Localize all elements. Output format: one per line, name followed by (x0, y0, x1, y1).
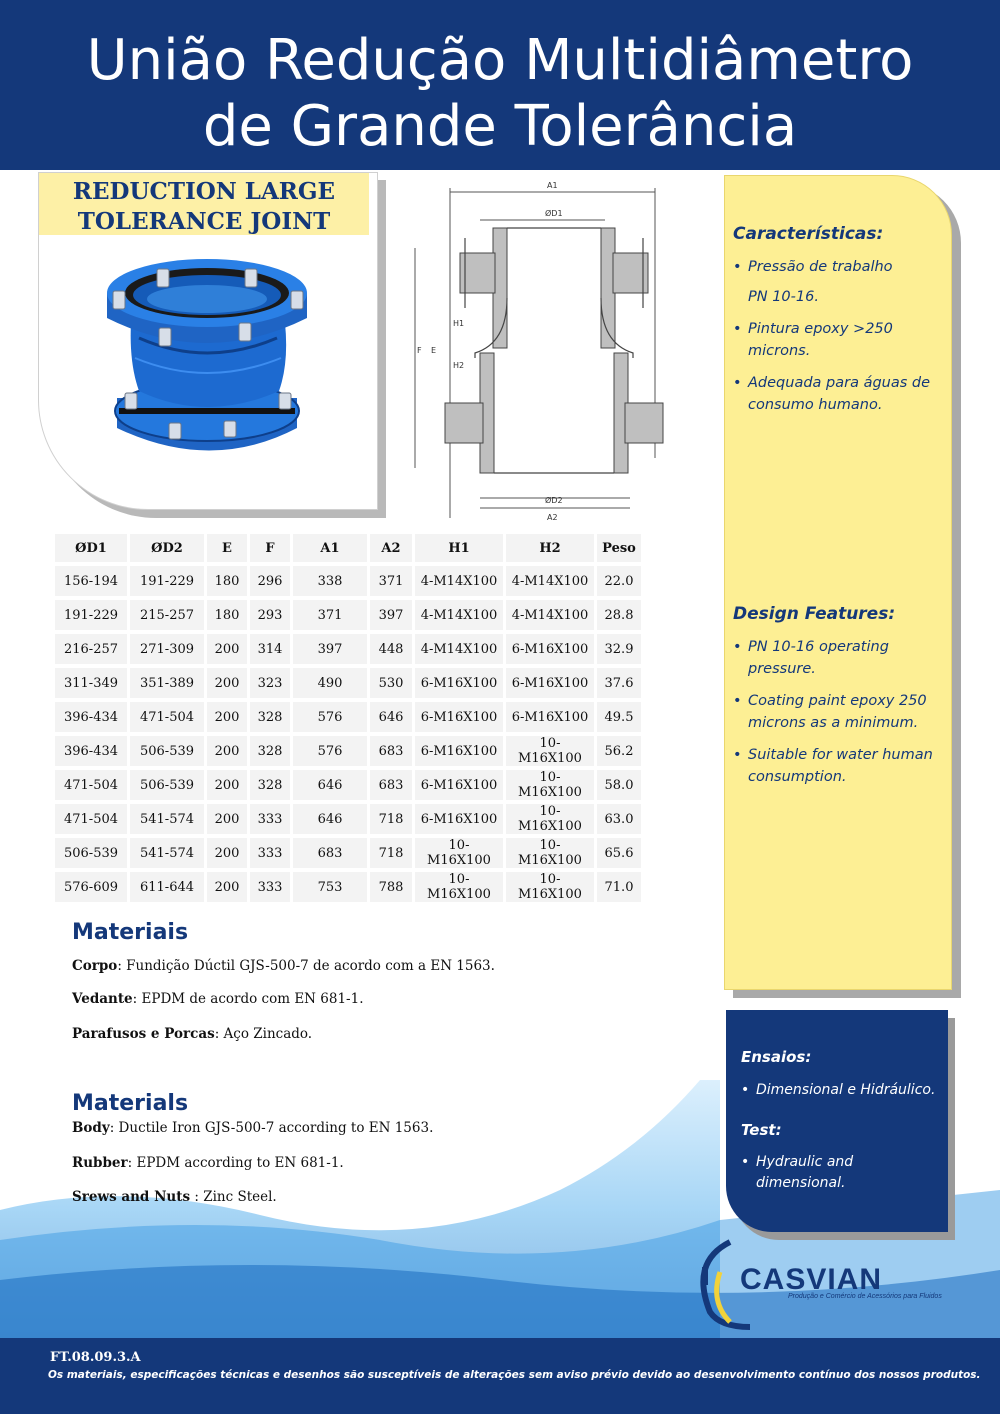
table-cell: 200 (207, 770, 247, 800)
table-cell: 4-M14X100 (415, 600, 503, 630)
table-cell: 216-257 (55, 634, 127, 664)
material-separator: : (190, 1189, 204, 1205)
table-body (55, 566, 641, 902)
table-cell: 683 (370, 770, 412, 800)
tests-en-heading: Test: (741, 1121, 782, 1139)
column-header: Peso (597, 534, 641, 562)
table-row (55, 566, 641, 596)
table-cell: 541-574 (130, 838, 204, 868)
tests-pt-item: • Dimensional e Hidráulico. (741, 1080, 946, 1101)
table-cell: 56.2 (597, 736, 641, 766)
table-cell: 6-M16X100 (506, 668, 594, 698)
page-title-line2: de Grande Tolerância (202, 94, 798, 159)
table-header-row (55, 534, 641, 562)
table-cell: 4-M14X100 (415, 566, 503, 596)
table-cell: 37.6 (597, 668, 641, 698)
table-cell: 506-539 (130, 736, 204, 766)
table-cell: 49.5 (597, 702, 641, 732)
table-cell: 371 (370, 566, 412, 596)
drawing-label-e: E (431, 346, 437, 355)
table-cell: 58.0 (597, 770, 641, 800)
table-cell: 4-M14X100 (506, 566, 594, 596)
table-cell: 396-434 (55, 702, 127, 732)
features-pt-list (733, 256, 953, 426)
table-cell: 718 (370, 804, 412, 834)
table-cell: 333 (250, 804, 290, 834)
material-text: EPDM de acordo com EN 681-1. (141, 991, 364, 1007)
tests-en-item: • Hydraulic and dimensional. (741, 1152, 946, 1194)
table-cell: 180 (207, 566, 247, 596)
table-cell: 328 (250, 736, 290, 766)
drawing-label-a2: A2 (547, 513, 558, 522)
materials-line (72, 1189, 277, 1205)
table-cell: 314 (250, 634, 290, 664)
materiais-title: Materiais (72, 920, 189, 945)
material-label: Rubber (72, 1155, 128, 1171)
material-label: Parafusos e Porcas (72, 1026, 215, 1042)
drawing-label-f: F (417, 346, 422, 355)
table-cell: 10-M16X100 (506, 804, 594, 834)
table-cell: 191-229 (130, 566, 204, 596)
table-cell: 10-M16X100 (415, 838, 503, 868)
material-label: Body (72, 1120, 110, 1136)
material-text: Ductile Iron GJS-500-7 according to EN 1563. (118, 1120, 434, 1136)
material-separator: : (132, 991, 142, 1007)
table-cell: 338 (293, 566, 367, 596)
table-cell: 683 (293, 838, 367, 868)
table-cell: 471-504 (55, 804, 127, 834)
table-cell: 576-609 (55, 872, 127, 902)
table-cell: 6-M16X100 (506, 702, 594, 732)
test-panel (726, 1010, 948, 1232)
column-header: H1 (415, 534, 503, 562)
material-text: Aço Zincado. (223, 1026, 313, 1042)
table-cell: 718 (370, 838, 412, 868)
table-cell: 191-229 (55, 600, 127, 630)
features-pt-item: • Adequada para águas de consumo humano. (733, 372, 953, 416)
table-row (55, 600, 641, 630)
material-text: Zinc Steel. (203, 1189, 277, 1205)
table-cell: 6-M16X100 (415, 668, 503, 698)
table-cell: 530 (370, 668, 412, 698)
table-cell: 180 (207, 600, 247, 630)
specification-table (52, 530, 644, 906)
features-pt-item: • Pintura epoxy >250 microns. (733, 318, 953, 362)
table-cell: 328 (250, 770, 290, 800)
drawing-label-h2: H2 (453, 361, 465, 370)
materials-line (72, 1155, 344, 1171)
material-label: Srews and Nuts (72, 1189, 191, 1205)
table-cell: 611-644 (130, 872, 204, 902)
drawing-label-d1: ØD1 (545, 209, 563, 218)
table-cell: 328 (250, 702, 290, 732)
table-cell: 576 (293, 736, 367, 766)
table-cell: 646 (293, 804, 367, 834)
material-label: Vedante (72, 991, 133, 1007)
table-cell: 396-434 (55, 736, 127, 766)
table-cell: 4-M14X100 (506, 600, 594, 630)
table-cell: 28.8 (597, 600, 641, 630)
table-row (55, 770, 641, 800)
table-cell: 200 (207, 838, 247, 868)
table-cell: 753 (293, 872, 367, 902)
footer-disclaimer: Os materiais, especificações técnicas e desenhos são susceptíveis de alterações sem aviso prévio devido ao desenvolvimento contínuo dos nossos produtos. (48, 1369, 981, 1381)
product-card-title-line1: REDUCTION LARGE (72, 178, 336, 205)
brand-name: CASVIAN (740, 1263, 883, 1296)
table-cell: 22.0 (597, 566, 641, 596)
material-separator: : (214, 1026, 224, 1042)
table-cell: 4-M14X100 (415, 634, 503, 664)
table-cell: 296 (250, 566, 290, 596)
page-title (0, 28, 1000, 160)
table-cell: 200 (207, 872, 247, 902)
table-cell: 646 (370, 702, 412, 732)
table-cell: 156-194 (55, 566, 127, 596)
drawing-label-a1: A1 (547, 181, 558, 190)
features-en-heading: Design Features: (733, 604, 896, 624)
table-cell: 333 (250, 838, 290, 868)
table-cell: 200 (207, 668, 247, 698)
product-card (38, 172, 378, 510)
column-header: F (250, 534, 290, 562)
table-cell: 215-257 (130, 600, 204, 630)
drawing-label-h1: H1 (453, 319, 465, 328)
table-row (55, 668, 641, 698)
column-header: A1 (293, 534, 367, 562)
table-cell: 311-349 (55, 668, 127, 698)
table-cell: 371 (293, 600, 367, 630)
table-row (55, 872, 641, 902)
table-cell: 6-M16X100 (506, 634, 594, 664)
column-header: H2 (506, 534, 594, 562)
footer (0, 1338, 1000, 1414)
table-cell: 448 (370, 634, 412, 664)
table-cell: 576 (293, 702, 367, 732)
features-en-item: • Suitable for water human consumption. (733, 744, 953, 788)
table-cell: 471-504 (55, 770, 127, 800)
table-cell: 32.9 (597, 634, 641, 664)
materiais-line (72, 991, 364, 1007)
material-separator: : (109, 1120, 119, 1136)
features-pt-item: • Pressão de trabalho (733, 256, 953, 278)
table-row (55, 838, 641, 868)
drawing-label-d2: ØD2 (545, 496, 563, 505)
tests-pt-heading: Ensaios: (741, 1048, 812, 1066)
technical-drawing (405, 178, 715, 528)
table-row (55, 804, 641, 834)
features-pt-heading: Características: (733, 224, 884, 244)
material-label: Corpo (72, 958, 118, 974)
table-cell: 200 (207, 804, 247, 834)
table-cell: 71.0 (597, 872, 641, 902)
product-photo (39, 173, 378, 510)
materials-line (72, 1120, 433, 1136)
table-row (55, 736, 641, 766)
table-cell: 490 (293, 668, 367, 698)
features-en-item: • PN 10-16 operating pressure. (733, 636, 953, 680)
table-cell: 541-574 (130, 804, 204, 834)
table-cell: 271-309 (130, 634, 204, 664)
table-cell: 6-M16X100 (415, 770, 503, 800)
material-separator: : (117, 958, 127, 974)
table-cell: 10-M16X100 (506, 872, 594, 902)
materiais-line (72, 958, 495, 974)
document-code: FT.08.09.3.A (50, 1350, 141, 1365)
table-cell: 10-M16X100 (506, 736, 594, 766)
table-cell: 6-M16X100 (415, 736, 503, 766)
brand-tagline: Produção e Comércio de Acessórios para Fluidos (788, 1293, 942, 1300)
table-cell: 397 (293, 634, 367, 664)
column-header: A2 (370, 534, 412, 562)
table-cell: 10-M16X100 (415, 872, 503, 902)
table-cell: 646 (293, 770, 367, 800)
header-banner (0, 0, 1000, 170)
table-cell: 333 (250, 872, 290, 902)
table-cell: 200 (207, 702, 247, 732)
table-cell: 6-M16X100 (415, 702, 503, 732)
material-separator: : (127, 1155, 137, 1171)
page-title-line1: União Redução Multidiâmetro (86, 28, 914, 93)
table-cell: 506-539 (130, 770, 204, 800)
table-cell: 506-539 (55, 838, 127, 868)
table-row (55, 634, 641, 664)
materials-title: Materials (72, 1091, 189, 1116)
table-cell: 471-504 (130, 702, 204, 732)
table-cell: 351-389 (130, 668, 204, 698)
column-header: ØD1 (55, 534, 127, 562)
tests-pt-list (741, 1080, 946, 1101)
column-header: E (207, 534, 247, 562)
table-cell: 293 (250, 600, 290, 630)
table-cell: 323 (250, 668, 290, 698)
table-cell: 397 (370, 600, 412, 630)
features-en-list (733, 636, 953, 798)
product-card-title-line2: TOLERANCE JOINT (77, 208, 331, 235)
table-cell: 65.6 (597, 838, 641, 868)
table-cell: 10-M16X100 (506, 770, 594, 800)
material-text: Fundição Dúctil GJS-500-7 de acordo com a EN 1563. (126, 958, 495, 974)
table-cell: 200 (207, 634, 247, 664)
features-pt-item: PN 10-16. (748, 289, 819, 305)
table-cell: 788 (370, 872, 412, 902)
table-cell: 10-M16X100 (506, 838, 594, 868)
table-cell: 63.0 (597, 804, 641, 834)
features-panel (724, 175, 952, 990)
table-cell: 683 (370, 736, 412, 766)
material-text: EPDM according to EN 681-1. (136, 1155, 344, 1171)
features-en-item: • Coating paint epoxy 250 microns as a minimum. (733, 690, 953, 734)
table-cell: 200 (207, 736, 247, 766)
column-header: ØD2 (130, 534, 204, 562)
tests-en-list (741, 1152, 946, 1194)
table-row (55, 702, 641, 732)
table-cell: 6-M16X100 (415, 804, 503, 834)
